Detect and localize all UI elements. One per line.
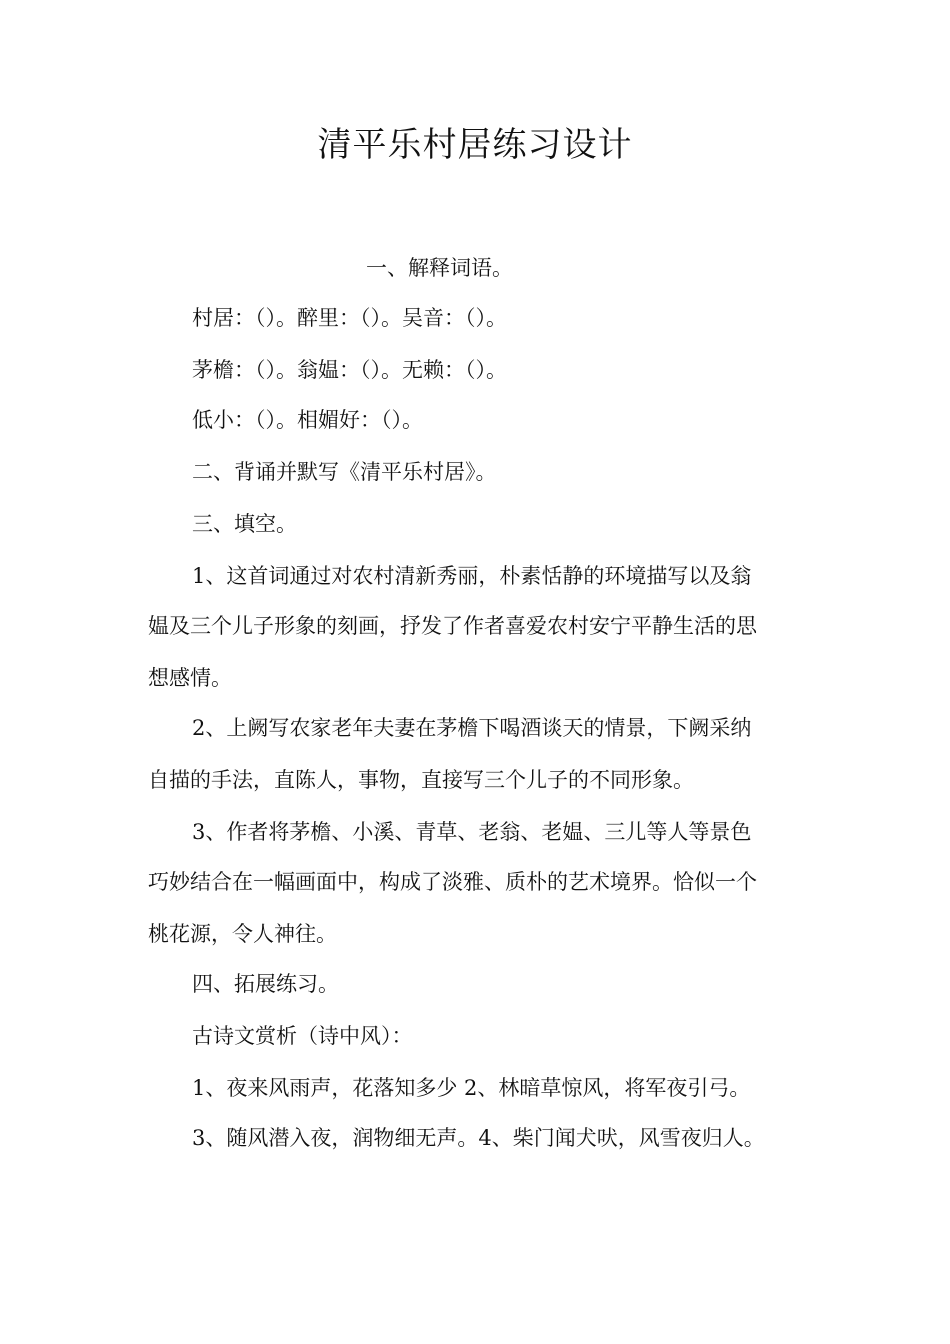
section2-heading: 二、背诵并默写《清平乐村居》。 (192, 460, 497, 484)
section4-line1: 1、夜来风雨声，花落知多少 2、林暗草惊风，将军夜引弓。 (192, 1076, 751, 1100)
section3-item3-line2: 巧妙结合在一幅画面中，构成了淡雅、质朴的艺术境界。恰似一个 (148, 870, 757, 894)
section3-item3-line3: 桃花源，令人神往。 (148, 922, 337, 946)
section1-heading: 一、解释词语。 (366, 256, 513, 280)
section3-heading: 三、填空。 (192, 512, 297, 536)
section4-line2: 3、随风潜入夜，润物细无声。4、柴门闻犬吠，风雪夜归人。 (192, 1126, 765, 1150)
section1-row2: 茅檐：（）。翁媪：（）。无赖：（）。 (192, 358, 507, 382)
section1-row3: 低小：（）。相媚好：（）。 (192, 408, 423, 432)
section3-item1-line2: 媪及三个儿子形象的刻画，抒发了作者喜爱农村安宁平静生活的思 (148, 614, 757, 638)
section3-item2-line2: 自描的手法，直陈人，事物，直接写三个儿子的不同形象。 (148, 768, 694, 792)
section1-row1: 村居：（）。醉里：（）。吴音：（）。 (192, 306, 507, 330)
section3-item3-line1: 3、作者将茅檐、小溪、青草、老翁、老媪、三儿等人等景色 (192, 820, 752, 844)
section4-heading: 四、拓展练习。 (192, 972, 339, 996)
document-title: 清平乐村居练习设计 (317, 125, 633, 165)
section3-item1-line3: 想感情。 (148, 666, 232, 690)
section4-subheading: 古诗文赏析（诗中风）： (192, 1024, 413, 1048)
section3-item2-line1: 2、上阙写农家老年夫妻在茅檐下喝酒谈天的情景，下阙采纳 (192, 716, 752, 740)
section3-item1-line1: 1、这首词通过对农村清新秀丽，朴素恬静的环境描写以及翁 (192, 564, 752, 588)
